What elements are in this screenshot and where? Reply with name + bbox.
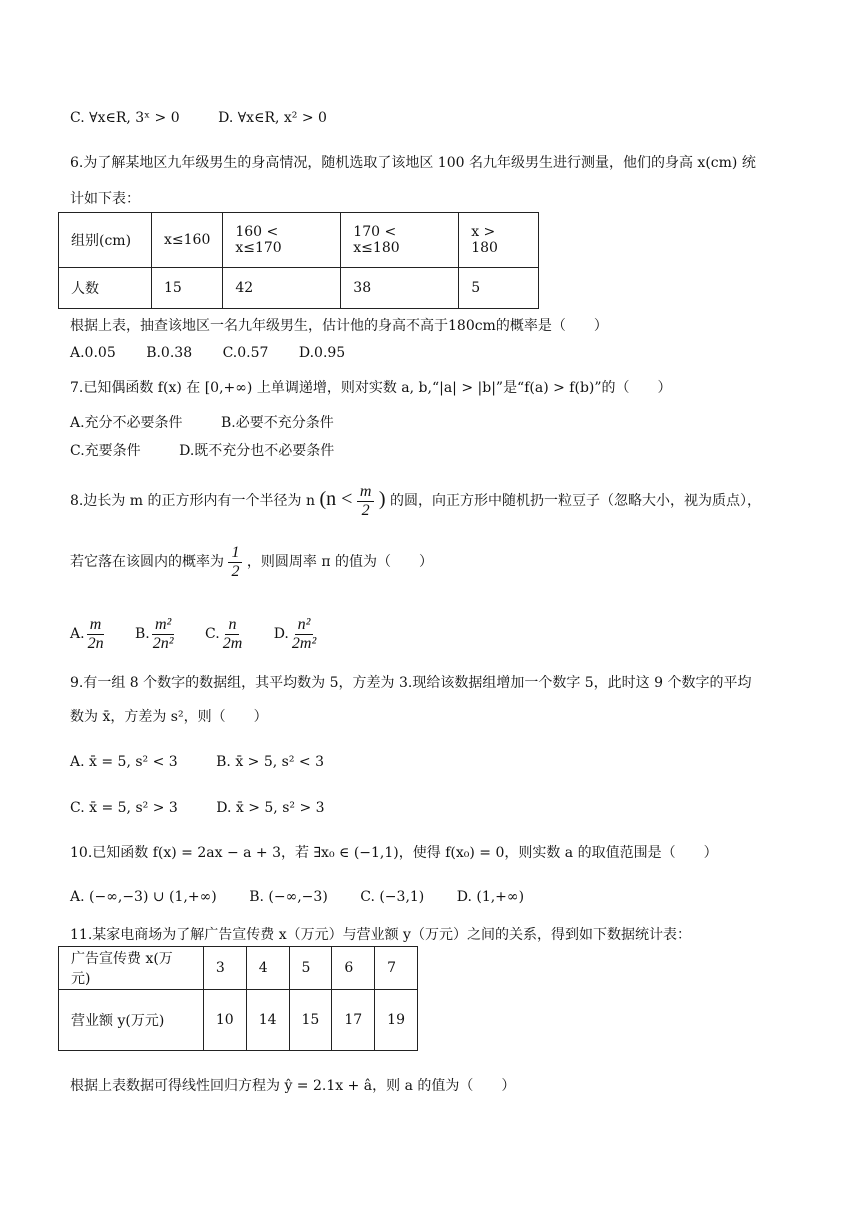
q8-option-a	[70, 612, 107, 656]
q6-option-b: B.0.38	[146, 345, 193, 361]
q11-table-row-x	[59, 947, 418, 990]
q6-table-count-row	[59, 268, 539, 309]
q11-table-cell: 6	[332, 947, 375, 990]
q8-cond-left: (n <	[319, 488, 353, 510]
q8-prob-denominator: 2	[231, 562, 240, 580]
q11-data-table	[58, 946, 418, 1051]
q9-stem-line2: 数为 x̄，方差为 s²，则（ ）	[70, 709, 268, 725]
q7-option-b: B.必要不充分条件	[221, 415, 334, 431]
q11-table-cell: 5	[289, 947, 332, 990]
q11-table-cell: 10	[203, 990, 246, 1051]
q9-stem-line1: 9.有一组 8 个数字的数据组，其平均数为 5，方差为 3.现给该数据组增加一个数字 5，此时这 9 个数字的平均	[70, 675, 752, 691]
q10-option-c: C. (−3,1)	[360, 889, 425, 905]
q6-option-d: D.0.95	[298, 345, 346, 361]
q8-option-c-num: n	[225, 616, 239, 635]
q8-stem-suffix: 的圆，向正方形中随机扔一粒豆子（忽略大小，视为质点），	[390, 493, 761, 509]
q10-option-b: B. (−∞,−3)	[249, 889, 328, 905]
q7-option-a: A.充分不必要条件	[70, 415, 183, 431]
q6-stem-line2: 计如下表：	[70, 191, 140, 207]
q9-option-a: A. x̄ = 5, s² < 3	[70, 754, 178, 770]
q8-prob-numerator: 1	[228, 544, 242, 563]
q8-option-d-den: 2m²	[291, 634, 317, 652]
q8-option-b-den: 2n²	[152, 634, 174, 652]
q10-stem: 10.已知函数 f(x) = 2ax − a + 3，若 ∃x₀ ∈ (−1,1)，使得 f(x₀) = 0，则实数 a 的取值范围是（ ）	[70, 845, 718, 861]
q8-option-c-den: 2m	[222, 634, 243, 652]
q6-option-c: C.0.57	[222, 345, 269, 361]
q10-option-d: D. (1,+∞)	[456, 889, 525, 905]
q6-question: 根据上表，抽查该地区一名九年级男生，估计他的身高不高于180cm的概率是（ ）	[70, 318, 608, 334]
q9-options-row1	[70, 752, 358, 772]
q9-option-b: B. x̄ > 5, s² < 3	[216, 754, 324, 770]
q8-option-a-label: A.	[70, 626, 85, 642]
q8-option-c-label: C.	[205, 626, 220, 642]
q6-table-cell: 42	[223, 268, 341, 309]
q11-table-cell: 19	[375, 990, 418, 1051]
q8-stem-prefix: 8.边长为 m 的正方形内有一个半径为 n	[70, 493, 315, 509]
q8-option-c	[205, 612, 245, 656]
q8-option-d-num: n²	[295, 616, 314, 635]
q8-line2-prefix: 若它落在该圆内的概率为	[70, 554, 224, 570]
q6-table-header-group: 组别(cm)	[59, 213, 152, 268]
q6-table-header-row	[59, 213, 539, 268]
q7-option-d: D.既不充分也不必要条件	[179, 443, 335, 459]
q9-option-c: C. x̄ = 5, s² > 3	[70, 800, 178, 816]
q11-table-cell: 15	[289, 990, 332, 1051]
q6-table-header-3: 170 < x≤180	[341, 213, 459, 268]
q8-cond-denominator: 2	[361, 501, 370, 519]
q6-table-header-2: 160 < x≤170	[223, 213, 341, 268]
q8-option-d	[274, 612, 320, 656]
q8-stem-line2	[70, 540, 433, 584]
q8-option-d-label: D.	[273, 626, 289, 642]
q11-table-row-y	[59, 990, 418, 1051]
q7-options-row2	[70, 441, 368, 461]
q8-option-b-fraction	[150, 616, 177, 653]
q11-table-row-y-label: 营业额 y(万元)	[59, 990, 204, 1051]
q7-option-c: C.充要条件	[70, 443, 141, 459]
q5-option-d: D. ∀x∈R, x² > 0	[218, 110, 327, 126]
q6-table-header-4: x > 180	[459, 213, 539, 268]
q11-table-cell: 3	[203, 947, 246, 990]
q7-stem: 7.已知偶函数 f(x) 在 [0,+∞) 上单调递增，则对实数 a, b,“|a| > |b|”是“f(a) > f(b)”的（ ）	[70, 380, 672, 396]
q8-options	[70, 612, 353, 656]
q10-options	[70, 887, 558, 907]
q8-option-d-fraction	[289, 616, 319, 653]
q8-line2-suffix: ，则圆周率 π 的值为（ ）	[246, 554, 434, 570]
q11-table-cell: 7	[375, 947, 418, 990]
q9-option-d: D. x̄ > 5, s² > 3	[216, 800, 325, 816]
q6-table-cell: 38	[341, 268, 459, 309]
q6-options	[70, 343, 379, 363]
q8-option-b-num: m²	[152, 616, 174, 635]
q6-height-table	[58, 212, 539, 309]
q5-option-c: C. ∀x∈R, 3ˣ > 0	[70, 110, 180, 126]
q8-option-a-den: 2n	[87, 634, 104, 652]
q6-option-a: A.0.05	[70, 345, 116, 361]
q5-options	[70, 108, 361, 128]
q9-options-row2	[70, 798, 359, 818]
q11-question: 根据上表数据可得线性回归方程为 ŷ = 2.1x + â，则 a 的值为（ ）	[70, 1078, 516, 1094]
q8-probability-fraction	[228, 544, 242, 581]
q8-option-a-fraction	[85, 616, 107, 653]
q6-table-row-label: 人数	[59, 268, 152, 309]
q8-stem-line1	[70, 477, 761, 523]
q8-option-a-num: m	[87, 616, 105, 635]
q11-table-cell: 14	[246, 990, 289, 1051]
q11-table-row-x-label: 广告宣传费 x(万元)	[59, 947, 204, 990]
q6-table-cell: 5	[459, 268, 539, 309]
q6-table-cell: 15	[152, 268, 223, 309]
q8-cond-right: )	[378, 488, 386, 510]
q11-table-cell: 17	[332, 990, 375, 1051]
q7-options-row1	[70, 413, 368, 433]
q11-table-cell: 4	[246, 947, 289, 990]
q11-stem: 11.某家电商场为了解广告宣传费 x（万元）与营业额 y（万元）之间的关系，得到如下数据统计表：	[70, 927, 691, 943]
q8-option-b	[135, 612, 177, 656]
q6-stem-line1: 6.为了解某地区九年级男生的身高情况，随机选取了该地区 100 名九年级男生进行测量，他们的身高 x(cm) 统	[70, 155, 756, 171]
q6-table-header-1: x≤160	[152, 213, 223, 268]
q8-option-b-label: B.	[135, 626, 150, 642]
q10-option-a: A. (−∞,−3) ∪ (1,+∞)	[70, 889, 217, 905]
q8-option-c-fraction	[220, 616, 246, 653]
q8-cond-numerator: m	[357, 483, 375, 502]
q8-cond-fraction	[357, 483, 375, 520]
